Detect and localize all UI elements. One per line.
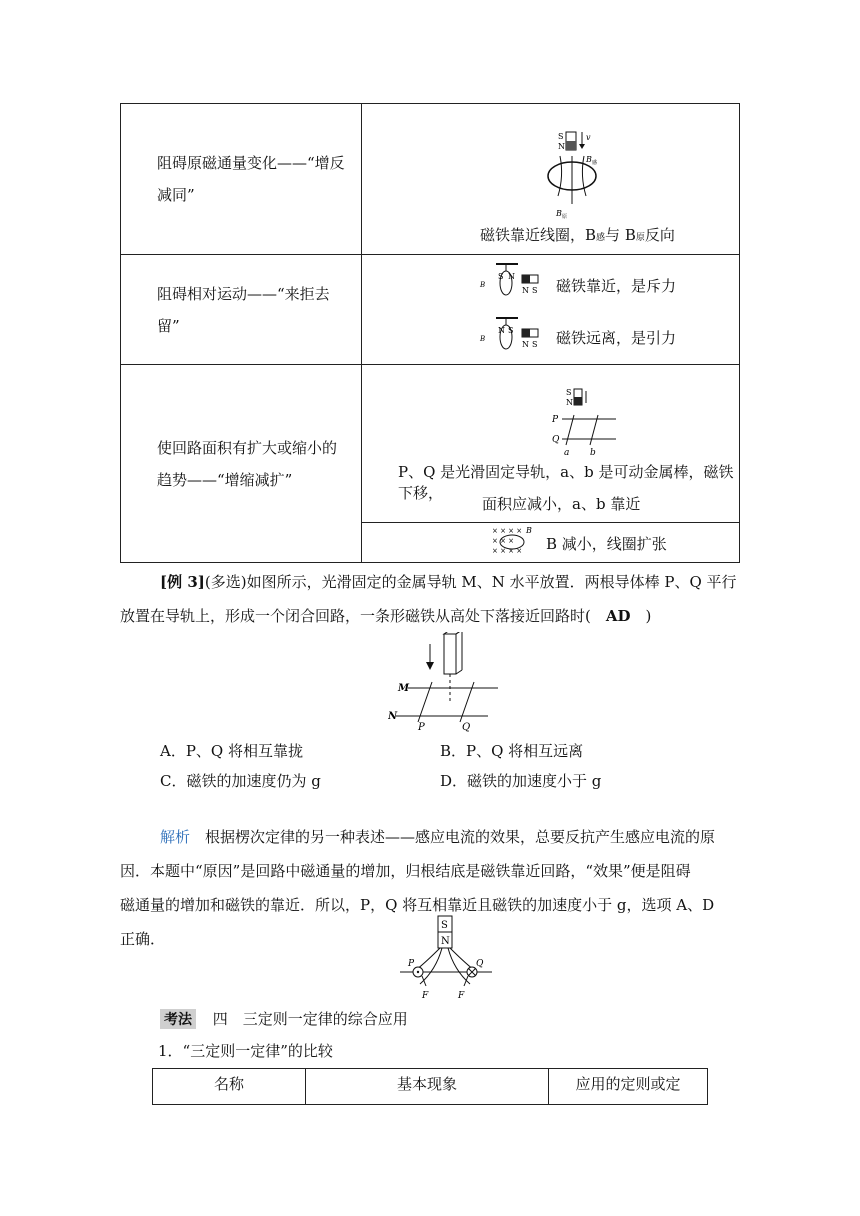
analysis-line4: 正确．	[120, 930, 166, 948]
svg-text:S: S	[532, 286, 538, 295]
row2-label: 阻碍相对运动——“来拒去留”	[121, 255, 362, 365]
analysis-line1: 解析 根据楞次定律的另一种表述——感应电流的效果，总要反抗产生感应电流的原	[160, 828, 716, 846]
row3-figure-cell	[362, 365, 740, 523]
row3-sub-caption: B 减小，线圈扩张	[546, 535, 667, 553]
analysis-line2: 因．本题中“原因”是回路中磁通量的增加，归根结底是磁铁靠近回路，“效果”便是阻碍	[120, 862, 691, 880]
row1-caption: 磁铁靠近线圈，B感与 B原反向	[480, 226, 675, 244]
svg-text:S: S	[558, 132, 564, 141]
svg-text:B: B	[586, 155, 592, 164]
svg-text:N: N	[566, 398, 573, 407]
svg-text:N: N	[498, 326, 505, 335]
row1-label: 阻碍原磁通量变化——“增反减同”	[121, 104, 362, 255]
section-tag: 考法	[160, 1009, 196, 1029]
svg-text:感: 感	[592, 160, 598, 166]
example-question-line2: 放置在导轨上，形成一个闭合回路，一条形磁铁从高处下落接近回路时( AD )	[120, 607, 652, 625]
svg-text:M: M	[398, 683, 410, 694]
rules-table	[152, 1068, 708, 1105]
svg-text:F: F	[458, 991, 465, 1001]
svg-text:Q: Q	[476, 959, 484, 969]
example-figure	[388, 632, 506, 732]
svg-text:N: N	[522, 340, 529, 349]
row2-caption-b: 磁铁远离，是引力	[556, 329, 677, 347]
analysis-line3: 磁通量的增加和磁铁的靠近．所以，P，Q 将互相靠近且磁铁的加速度小于 g，选项 A、D	[120, 896, 715, 914]
svg-text:Q: Q	[552, 435, 560, 445]
row1-figure-cell	[362, 104, 740, 255]
comparison-table	[120, 103, 740, 563]
col-header-phenomenon: 基本现象	[306, 1069, 549, 1105]
svg-text:S: S	[498, 272, 504, 281]
svg-text:N: N	[522, 286, 529, 295]
svg-text:S: S	[508, 326, 514, 335]
row3-caption-1: P、Q 是光滑固定导轨，a、b 是可动金属棒，磁铁下移，	[398, 463, 734, 502]
svg-text:原: 原	[562, 214, 568, 220]
row3-label: 使回路面积有扩大或缩小的趋势——“增缩减扩”	[121, 365, 362, 563]
svg-text:N: N	[388, 711, 398, 722]
svg-text:P: P	[408, 959, 415, 969]
svg-text:S: S	[566, 388, 572, 397]
svg-text:F: F	[422, 991, 429, 1001]
svg-text:× × ×: × × ×	[492, 537, 515, 545]
section-heading: 考法 四 三定则一定律的综合应用	[160, 1008, 408, 1029]
repel-figure	[478, 261, 548, 301]
svg-text:S: S	[441, 920, 448, 931]
example-question: [例 3](多选)如图所示，光滑固定的金属导轨 M、N 水平放置．两根导体棒 P、Q 平行	[160, 573, 737, 591]
svg-text:a: a	[564, 448, 570, 458]
svg-text:N: N	[508, 272, 515, 281]
magnet-coil-figure	[542, 126, 622, 222]
row3-sub-cell	[362, 523, 740, 563]
svg-text:N: N	[441, 936, 450, 947]
section-item-1: 1．“三定则一定律”的比较	[158, 1042, 333, 1060]
coil-field-figure	[490, 525, 538, 557]
option-c: C．磁铁的加速度仍为 g	[160, 772, 321, 790]
row2-figure-cell	[362, 255, 740, 365]
analysis-figure	[396, 914, 496, 1004]
analysis-label: 解析	[160, 828, 191, 846]
col-header-rule: 应用的定则或定	[549, 1069, 708, 1105]
option-b: B．P、Q 将相互远离	[440, 742, 584, 760]
row2-caption-a: 磁铁靠近，是斥力	[556, 277, 677, 295]
svg-text:N: N	[558, 142, 565, 151]
svg-text:Q: Q	[462, 722, 471, 732]
svg-text:B: B	[556, 209, 562, 218]
option-d: D．磁铁的加速度小于 g	[440, 772, 602, 790]
row3-caption-2: 面积应减小，a、b 靠近	[482, 495, 641, 513]
option-a: A．P、Q 将相互靠拢	[160, 742, 303, 760]
svg-text:b: b	[590, 448, 596, 458]
col-header-name: 名称	[153, 1069, 306, 1105]
svg-text:v: v	[586, 133, 591, 142]
svg-text:× × × ×: × × × ×	[492, 547, 523, 555]
svg-text:B: B	[480, 335, 486, 343]
svg-text:P: P	[552, 415, 559, 425]
rails-figure	[552, 387, 618, 459]
svg-text:× × × ×: × × × ×	[492, 527, 523, 535]
svg-text:B: B	[480, 281, 486, 289]
answer: AD	[605, 607, 631, 625]
svg-text:S: S	[532, 340, 538, 349]
svg-text:B: B	[526, 526, 532, 535]
attract-figure	[478, 315, 548, 355]
svg-text:P: P	[418, 722, 425, 732]
